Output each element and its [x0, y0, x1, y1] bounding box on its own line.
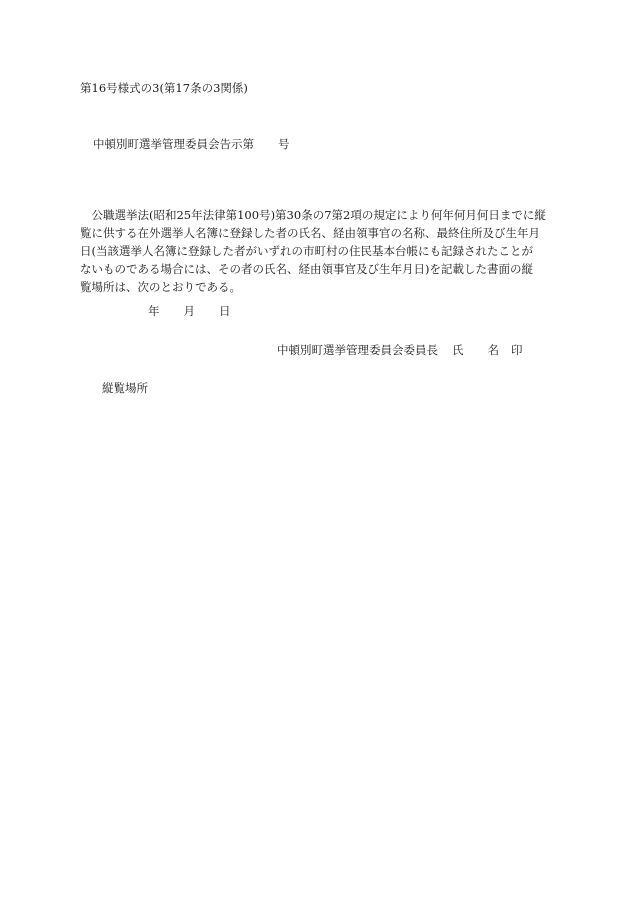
body-line: 公職選挙法(昭和25年法律第100号)第30条の7第2項の規定により何年何月何日までに縦 — [91, 208, 546, 222]
signature-line — [277, 342, 523, 358]
date-year: 年 — [148, 304, 160, 318]
seal-mark: 印 — [511, 343, 523, 357]
form-number: 第16号様式の3(第17条の3関係) — [80, 81, 248, 95]
date-month: 月 — [183, 304, 195, 318]
notice-body — [80, 206, 550, 296]
signatory-mei: 名 — [487, 343, 499, 357]
body-line: 覧場所は、次のとおりである。 — [80, 280, 241, 294]
date-day: 日 — [219, 304, 231, 318]
body-line: 日(当該選挙人名簿に登録した者がいずれの市町村の住民基本台帳にも記録されたことが — [80, 244, 533, 258]
body-line: ないものである場合には、その者の氏名、経由領事官及び生年月日)を記載した書面の縦 — [80, 262, 533, 276]
signatory-title: 中頓別町選挙管理委員会委員長 — [277, 343, 438, 357]
notice-suffix: 号 — [278, 137, 290, 151]
notice-number — [93, 136, 290, 152]
signatory-shi: 氏 — [452, 343, 464, 357]
inspection-place-label: 縦覧場所 — [102, 381, 148, 395]
body-line: 覧に供する在外選挙人名簿に登録した者の氏名、経由領事官の名称、最終住所及び生年月 — [80, 226, 540, 240]
notice-prefix: 中頓別町選挙管理委員会告示第 — [93, 137, 254, 151]
date-line — [148, 303, 231, 319]
